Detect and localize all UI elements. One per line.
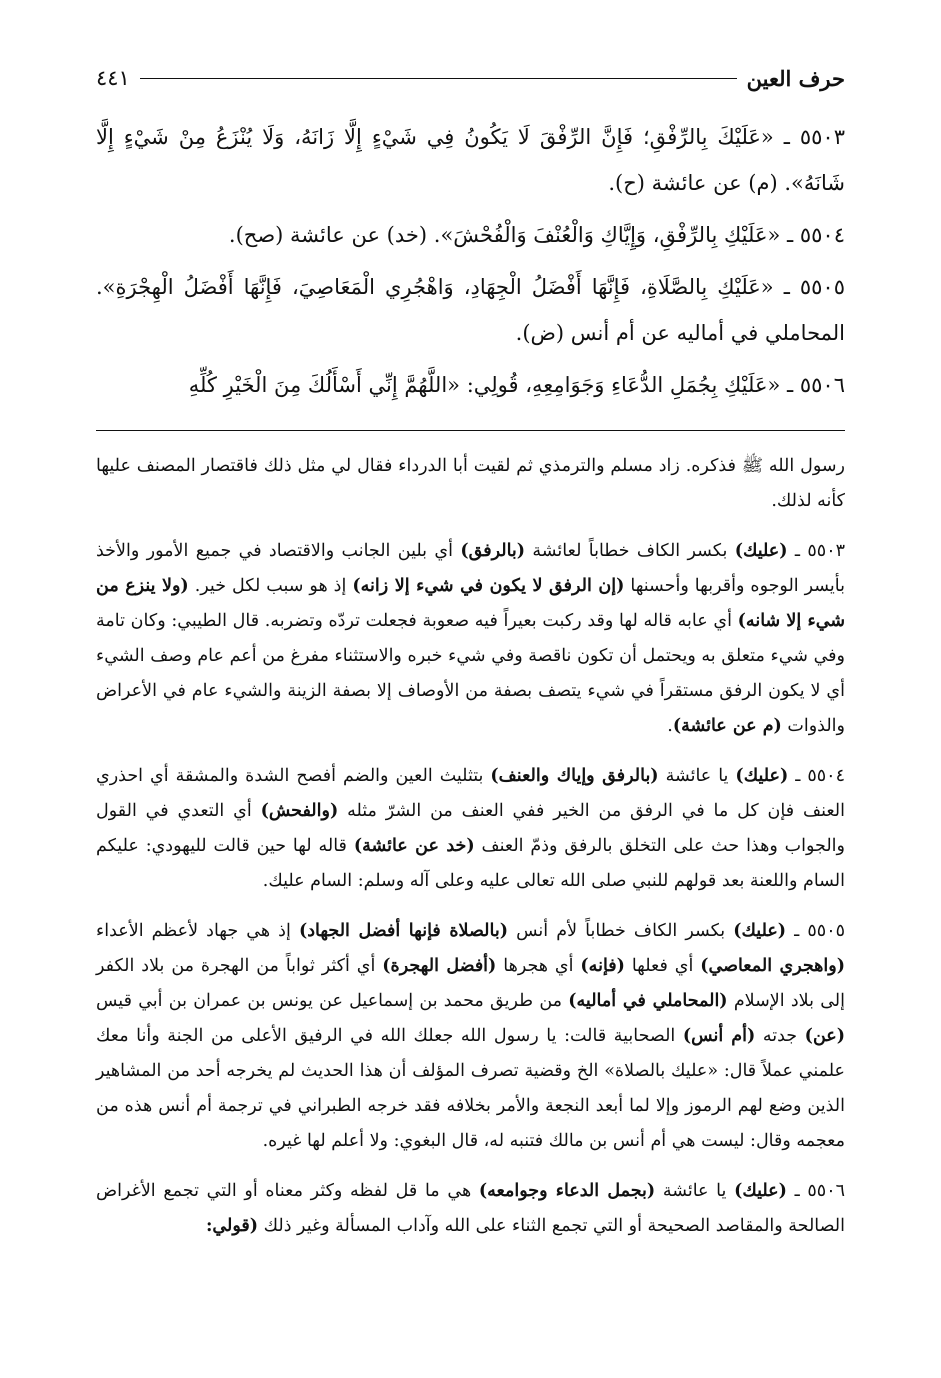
commentary-keyword: (عليك) xyxy=(733,921,787,941)
commentary-text: يا عائشة xyxy=(658,766,736,786)
commentary-keyword: (بالرفق) xyxy=(460,541,526,561)
hadith-entry xyxy=(96,114,845,206)
commentary-keyword: (بالرفق وإياك والعنف) xyxy=(490,766,659,786)
page-number: ٤٤١ xyxy=(96,66,130,90)
commentary-text: أي هجرها xyxy=(496,956,581,976)
commentary-paragraph xyxy=(96,914,845,1159)
running-header xyxy=(96,58,845,98)
commentary-text: بكسر الكاف خطاباً لعائشة xyxy=(525,541,735,561)
commentary-paragraph: رسول الله ﷺ فذكره. زاد مسلم والترمذي ثم لقيت أبا الدرداء فقال لي مثل ذلك فاقتصار المصنف عليها كأنه لذلك. xyxy=(96,456,845,511)
commentary-text: هي ما قل لفظه وكثر معناه أو التي تجمع الأغراض الصالحة والمقاصد الصحيحة أو التي تجمع الثناء على الله وآداب المسألة وغير ذلك xyxy=(96,1181,845,1236)
hadith-text: «عَلَيْكِ بِجُمَلِ الدُّعَاءِ وَجَوَامِعِهِ، قُولِي: «اللَّهُمَّ إِنِّي أَسْأَلُكَ مِنَ الْخَيْرِ كُلِّهِ xyxy=(188,373,781,397)
commentary-paragraph xyxy=(96,1174,845,1244)
commentary-text: أي بلين الجانب والاقتصاد في جميع الأمور والأخذ بأيسر الوجوه وأقربها وأحسنها xyxy=(96,541,845,596)
commentary-text: من طريق محمد بن إسماعيل عن يونس بن عمران بن أبي قيس xyxy=(96,991,569,1011)
hadith-number: ٥٥٠٣ ـ xyxy=(783,125,845,149)
commentary-keyword: (عن) xyxy=(804,1026,845,1046)
commentary-text: أي فعلها xyxy=(624,956,701,976)
commentary-text: قاله لها حين قالت لليهودي: عليكم السام واللعنة بعد قولهم للنبي صلى الله تعالى عليه وعلى آله وسلم: السام عليك. xyxy=(96,836,845,891)
commentary-text: جدته xyxy=(755,1026,805,1046)
hadith-number: ٥٥٠٦ ـ xyxy=(787,373,845,397)
hadith-entry xyxy=(96,212,845,258)
hadith-reference: (م) عن عائشة (ح). xyxy=(608,171,778,195)
commentary-keyword: (بجمل الدعاء وجوامعه) xyxy=(478,1181,656,1201)
commentary-keyword: (قولي: xyxy=(205,1216,259,1236)
hadith-number: ٥٥٠٥ ـ xyxy=(783,275,845,299)
commentary-keyword: (بالصلاة فإنها أفضل الجهاد) xyxy=(298,921,508,941)
hadith-reference: (خد) عن عائشة (صح). xyxy=(228,223,428,247)
commentary-keyword: (ولا ينزع من شيء إلا شانه) xyxy=(96,576,845,631)
hadith-text-section xyxy=(96,114,845,414)
hadith-entry xyxy=(96,362,845,408)
commentary-text: ٥٥٠٣ ـ xyxy=(787,541,845,561)
hadith-number: ٥٥٠٤ ـ xyxy=(787,223,845,247)
commentary-text: بكسر الكاف خطاباً لأم أنس xyxy=(508,921,734,941)
commentary-keyword: (فإنه) xyxy=(580,956,625,976)
commentary-text: إذ هو سبب لكل خير. xyxy=(188,576,353,596)
hadith-text: «عَلَيْكِ بِالصَّلَاةِ، فَإِنَّهَا أَفْضَلُ الْجِهَادِ، وَاهْجُرِي الْمَعَاصِيَ، فَإِنَّهَا أَفْضَلُ الْهِجْرَةِ». xyxy=(96,275,774,299)
commentary-divider xyxy=(96,430,845,431)
hadith-entry xyxy=(96,264,845,356)
commentary-text: أي التعدي في القول والجواب وهذا حث على التخلق بالرفق وذمّ العنف xyxy=(96,801,845,856)
commentary-keyword: (أم أنس) xyxy=(682,1026,756,1046)
commentary-keyword: (واهجري المعاصي) xyxy=(700,956,845,976)
commentary-keyword: (عليك) xyxy=(734,541,788,561)
hadith-reference: المحاملي في أماليه عن أم أنس (ض). xyxy=(515,321,845,345)
commentary-paragraph xyxy=(96,759,845,899)
commentary-text: ٥٥٠٥ ـ xyxy=(786,921,846,941)
commentary-text: . xyxy=(667,716,673,736)
commentary-text: ٥٥٠٤ ـ xyxy=(788,766,845,786)
commentary-text: ٥٥٠٦ ـ xyxy=(786,1181,845,1201)
commentary-keyword: (المحاملي في أماليه) xyxy=(568,991,728,1011)
header-rule xyxy=(140,78,737,79)
commentary-keyword: (إن الرفق لا يكون في شيء إلا زانه) xyxy=(352,576,625,596)
commentary-keyword: (أفضل الهجرة) xyxy=(382,956,497,976)
commentary-keyword: (م عن عائشة) xyxy=(672,716,782,736)
commentary-paragraph xyxy=(96,534,845,744)
chapter-title: حرف العين xyxy=(746,65,845,91)
commentary-keyword: (عليك) xyxy=(734,1181,787,1201)
commentary-text: بتثليث العين والضم أفصح الشدة والمشقة أي احذري العنف فإن كل ما في الرفق من الخير ففي العنف من الشرّ مثله xyxy=(96,766,845,821)
commentary-text: أي عابه قاله لها وقد ركبت بعيراً فيه صعوبة فجعلت تردّه وتضربه. قال الطيبي: وكان تامة وفي شيء متعلق به ويحتمل أن تكون ناقصة وفي شيء خبره والاستثناء مفرغ من أعم عام وصف الشيء أي لا يكون الرفق مستقراً في شيء يتصف بصفة من الأوصاف إلا بصفة الزينة والشيء عام في الأعراض والذوات xyxy=(96,611,845,736)
commentary-keyword: (عليك) xyxy=(735,766,789,786)
commentary-text: الصحابية قالت: يا رسول الله جعلك الله في الرفيق الأعلى من الجنة وأنا معك علمني عملاً قال: «عليك بالصلاة» الخ وقضية تصرف المؤلف أن هذا الحديث لم يخرجه أحد من المشاهير الذين وضع لهم الرموز وإلا لما أبعد النجعة والأمر بخلافه فقد خرجه الطبراني في ترجمة أم أنس هذه من معجمه وقال: ليست هي أم أنس بن مالك فتنبه له، قال البغوي: ولا أعلم لها غيره. xyxy=(96,1026,845,1151)
commentary-text: يا عائشة xyxy=(655,1181,735,1201)
commentary-keyword: (والفحش) xyxy=(260,801,339,821)
commentary-section xyxy=(96,449,845,1259)
commentary-text: أي أكثر ثواباً من الهجرة من بلاد الكفر إلى بلاد الإسلام xyxy=(96,956,846,1011)
hadith-text: «عَلَيْكَ بِالرِّفْقِ؛ فَإِنَّ الرِّفْقَ لَا يَكُونُ فِي شَيْءٍ إِلَّا زَانَهُ، وَلَا يُنْزَعُ مِنْ شَيْءٍ إِلَّا شَانَهُ». xyxy=(96,125,845,195)
commentary-keyword: (خد عن عائشة) xyxy=(353,836,475,856)
commentary-text: إذ هي جهاد لأعظم الأعداء xyxy=(96,921,299,941)
hadith-text: «عَلَيْكِ بِالرِّفْقِ، وَإِيَّاكِ وَالْعُنْفَ وَالْفُحْشَ». xyxy=(433,223,781,247)
